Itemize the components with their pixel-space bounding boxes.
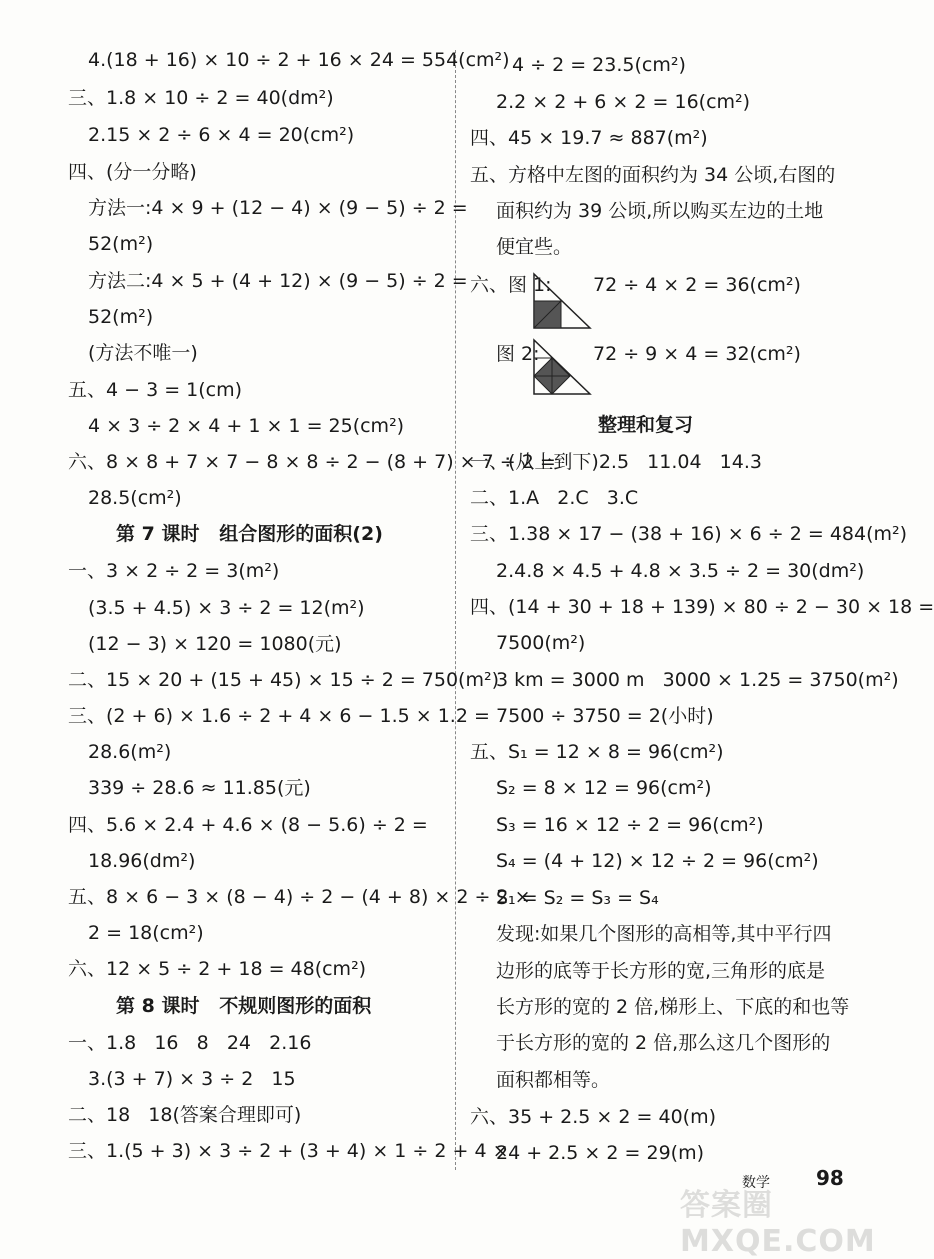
answer-line: 一、(从上到下)2.5 11.04 14.3 (470, 451, 762, 473)
answer-line: 边形的底等于长方形的宽,三角形的底是 (496, 960, 826, 982)
answer-line: 长方形的宽的 2 倍,梯形上、下底的和也等 (496, 996, 850, 1018)
answer-line: (12 − 3) × 120 = 1080(元) (88, 633, 342, 655)
answer-line: S₂ = 8 × 12 = 96(cm²) (496, 777, 712, 799)
answer-line: 五、S₁ = 12 × 8 = 96(cm²) (470, 741, 724, 763)
page-number: 98 (816, 1166, 844, 1190)
answer-line: 四、(分一分略) (68, 161, 197, 183)
answer-line: 二、18 18(答案合理即可) (68, 1104, 302, 1126)
answer-line: 2.4.8 × 4.5 + 4.8 × 3.5 ÷ 2 = 30(dm²) (496, 560, 865, 582)
watermark: 答案圈 MXQE.COM (680, 1188, 876, 1259)
answer-line: 339 ÷ 28.6 ≈ 11.85(元) (88, 777, 311, 799)
answer-line: 7500(m²) (496, 632, 586, 654)
answer-line: 一、3 × 2 ÷ 2 = 3(m²) (68, 560, 280, 582)
answer-line: 2 = 18(cm²) (88, 922, 204, 944)
answer-line: 五、4 − 3 = 1(cm) (68, 379, 243, 401)
section-heading: 整理和复习 (598, 414, 694, 436)
answer-line: 18.96(dm²) (88, 850, 196, 872)
answer-line: 于长方形的宽的 2 倍,那么这几个图形的 (496, 1032, 831, 1054)
answer-line: 72 ÷ 9 × 4 = 32(cm²) (593, 343, 801, 365)
answer-line: 方法一:4 × 9 + (12 − 4) × (9 − 5) ÷ 2 = (88, 197, 468, 219)
answer-line: 二、15 × 20 + (15 + 45) × 15 ÷ 2 = 750(m²) (68, 669, 500, 691)
answer-line: 三、1.8 × 10 ÷ 2 = 40(dm²) (68, 87, 334, 109)
figure-2-triangle (532, 338, 592, 396)
answer-line: 三、1.(5 + 3) × 3 ÷ 2 + (3 + 4) × 1 ÷ 2 + 4 × (68, 1140, 509, 1162)
section-heading: 第 8 课时 不规则图形的面积 (116, 995, 372, 1017)
answer-line: (3.5 + 4.5) × 3 ÷ 2 = 12(m²) (88, 597, 365, 619)
answer-line: 28.5(cm²) (88, 487, 182, 509)
answer-line: 四、45 × 19.7 ≈ 887(m²) (470, 127, 708, 149)
answer-line: (方法不唯一) (88, 342, 198, 364)
answer-line: 五、8 × 6 − 3 × (8 − 4) ÷ 2 − (4 + 8) × 2 ÷ 2 × (68, 886, 531, 908)
answer-line: 面积都相等。 (496, 1069, 611, 1091)
answer-line: 便宜些。 (496, 236, 573, 258)
answer-line: 四、(14 + 30 + 18 + 139) × 80 ÷ 2 − 30 × 18 = (470, 596, 934, 618)
answer-line: 四、5.6 × 2.4 + 4.6 × (8 − 5.6) ÷ 2 = (68, 814, 428, 836)
section-heading: 第 7 课时 组合图形的面积(2) (116, 523, 383, 545)
answer-line: 4 × 3 ÷ 2 × 4 + 1 × 1 = 25(cm²) (88, 415, 405, 437)
figure-label: 图 2: (496, 343, 540, 365)
answer-line: S₃ = 16 × 12 ÷ 2 = 96(cm²) (496, 814, 764, 836)
answer-line: 52(m²) (88, 233, 154, 255)
answer-line: 52(m²) (88, 306, 154, 328)
answer-line: 24 + 2.5 × 2 = 29(m) (496, 1142, 704, 1164)
footer-subject: 数学 (742, 1175, 770, 1191)
answer-line: 28.6(m²) (88, 741, 172, 763)
answer-line: 72 ÷ 4 × 2 = 36(cm²) (593, 274, 801, 296)
answer-line: S₄ = (4 + 12) × 12 ÷ 2 = 96(cm²) (496, 850, 819, 872)
answer-line: 六、35 + 2.5 × 2 = 40(m) (470, 1106, 716, 1128)
answer-line: 2.2 × 2 + 6 × 2 = 16(cm²) (496, 91, 751, 113)
answer-line: 2.15 × 2 ÷ 6 × 4 = 20(cm²) (88, 124, 355, 146)
answer-line: 4 ÷ 2 = 23.5(cm²) (512, 54, 686, 76)
answer-line: 五、方格中左图的面积约为 34 公顷,右图的 (470, 164, 836, 186)
answer-line: 一、1.8 16 8 24 2.16 (68, 1032, 312, 1054)
answer-line: 发现:如果几个图形的高相等,其中平行四 (496, 923, 832, 945)
answer-line: 3.(3 + 7) × 3 ÷ 2 15 (88, 1068, 296, 1090)
answer-line: 7500 ÷ 3750 = 2(小时) (496, 705, 714, 727)
answer-line: 三、(2 + 6) × 1.6 ÷ 2 + 4 × 6 − 1.5 × 1.2 = (68, 705, 490, 727)
figure-1-triangle (532, 272, 592, 330)
answer-line: 三、1.38 × 17 − (38 + 16) × 6 ÷ 2 = 484(m²) (470, 523, 908, 545)
answer-line: 方法二:4 × 5 + (4 + 12) × (9 − 5) ÷ 2 = (88, 270, 468, 292)
answer-line: 六、12 × 5 ÷ 2 + 18 = 48(cm²) (68, 958, 367, 980)
figure-label: 六、图 1: (470, 274, 552, 296)
answer-line: 4.(18 + 16) × 10 ÷ 2 + 16 × 24 = 554(cm²) (88, 49, 510, 71)
answer-line: 二、1.A 2.C 3.C (470, 487, 639, 509)
answer-line: 面积约为 39 公顷,所以购买左边的土地 (496, 200, 824, 222)
answer-line: S₁ = S₂ = S₃ = S₄ (496, 887, 659, 909)
answer-line: 3 km = 3000 m 3000 × 1.25 = 3750(m²) (496, 669, 899, 691)
answer-line: 六、8 × 8 + 7 × 7 − 8 × 8 ÷ 2 − (8 + 7) × 7 ÷ 2 = (68, 451, 556, 473)
